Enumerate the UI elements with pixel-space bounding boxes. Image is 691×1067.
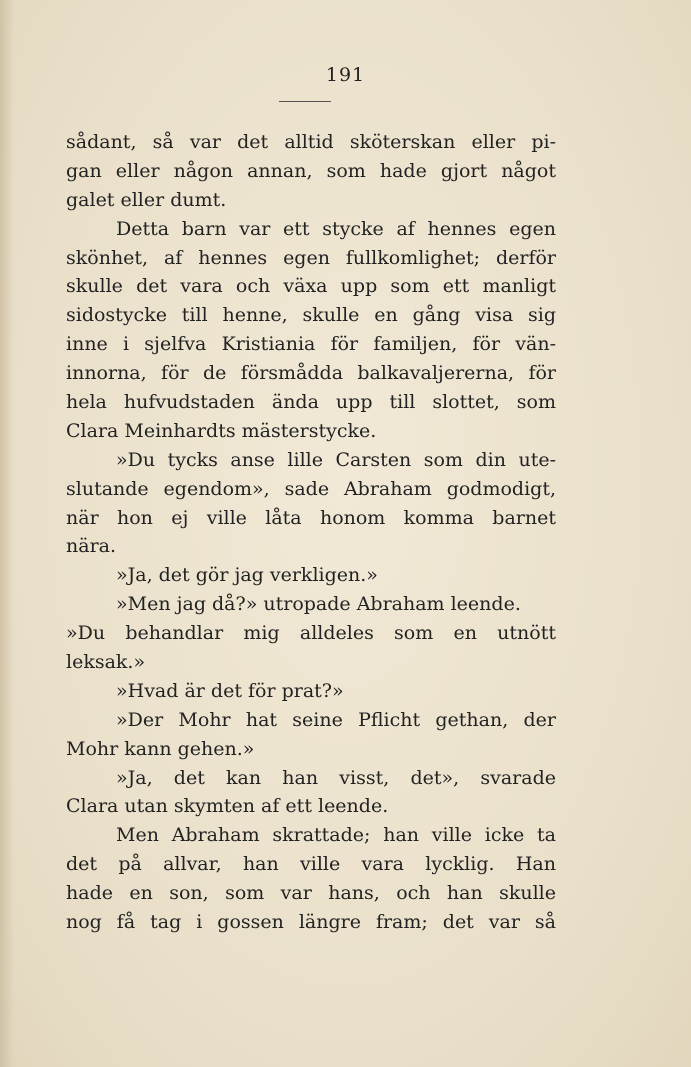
text-line: nära. — [66, 535, 117, 558]
text-line: hade en son, som var hans, och han skulle — [66, 882, 556, 905]
text-line: när hon ej ville låta honom komma barnet — [66, 506, 556, 529]
text-line: sidostycke till henne, skulle en gång visa sig — [66, 304, 556, 327]
text-line: innorna, för de försmådda balkavaljererna, för — [66, 362, 556, 385]
text-line: skulle det vara och växa upp som ett manligt — [66, 275, 556, 298]
text-line: inne i sjelfva Kristiania för familjen, för vän- — [66, 333, 556, 356]
text-line: nog få tag i gossen längre fram; det var så — [66, 911, 556, 934]
text-line: »Du behandlar mig alldeles som en utnött — [66, 622, 556, 645]
text-line: Clara Meinhardts mästerstycke. — [66, 419, 377, 442]
text-line: »Ja, det kan han visst, det», svarade — [116, 766, 556, 789]
text-line: »Men jag då?» utropade Abraham leende. — [116, 593, 521, 616]
header-rule — [279, 101, 331, 102]
text-line: galet eller dumt. — [66, 188, 227, 211]
text-line: »Der Mohr hat seine Pflicht gethan, der — [116, 708, 556, 731]
page-gutter-shadow — [0, 0, 14, 1067]
body-text — [66, 128, 556, 937]
text-line: Mohr kann gehen.» — [66, 737, 255, 760]
text-line: leksak.» — [66, 651, 146, 674]
text-line: sådant, så var det alltid sköterskan eller pi- — [66, 131, 556, 153]
text-line: gan eller någon annan, som hade gjort något — [66, 159, 556, 182]
text-line: Clara utan skymten af ett leende. — [66, 795, 389, 818]
text-line: slutande egendom», sade Abraham godmodigt, — [66, 477, 556, 500]
text-line: »Ja, det gör jag verkligen.» — [116, 564, 378, 587]
text-line: Detta barn var ett stycke af hennes egen — [116, 217, 556, 240]
text-line: det på allvar, han ville vara lycklig. Han — [66, 853, 556, 876]
page-number: 191 — [325, 64, 366, 86]
text-line: hela hufvudstaden ända upp till slottet, som — [66, 391, 556, 414]
text-line: »Du tycks anse lille Carsten som din ute- — [116, 448, 556, 471]
text-line: »Hvad är det för prat?» — [116, 679, 344, 702]
text-line: skönhet, af hennes egen fullkomlighet; derför — [66, 246, 556, 269]
text-line: Men Abraham skrattade; han ville icke ta — [116, 824, 556, 847]
